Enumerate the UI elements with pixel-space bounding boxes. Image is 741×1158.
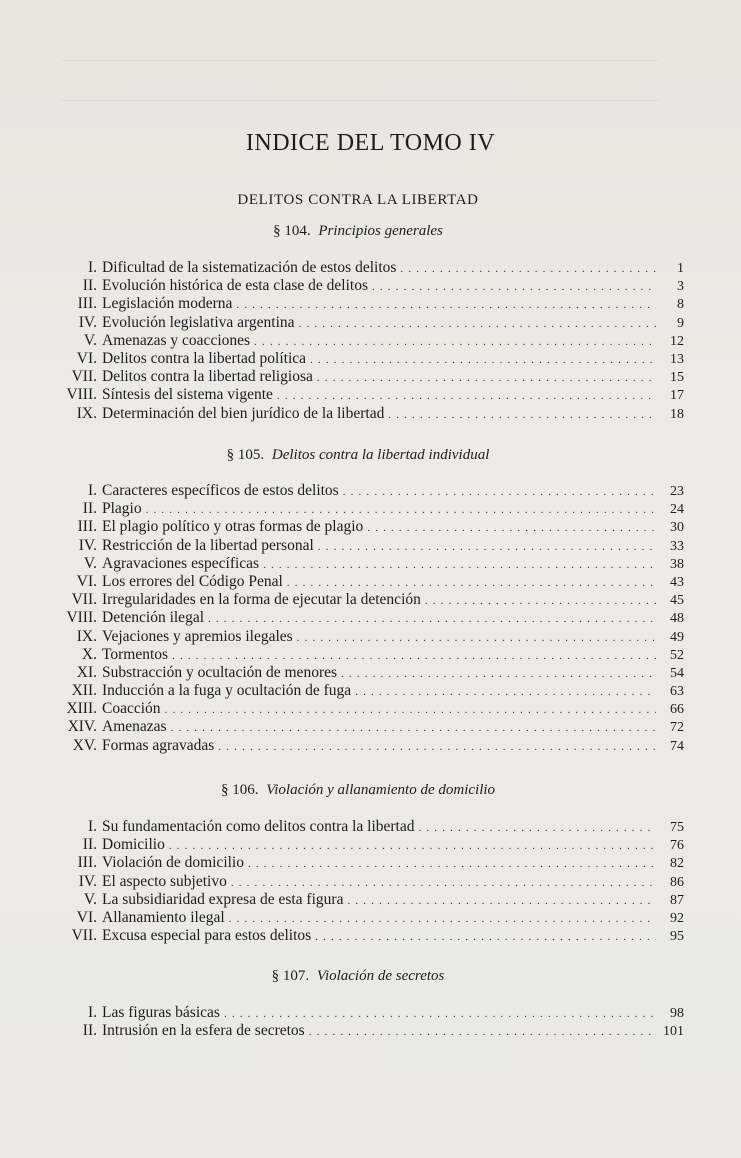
entry-number: V. [83,554,97,572]
entry-page: 95 [670,929,684,945]
entry-number: V. [83,331,97,349]
dot-leader [400,260,656,278]
section-entries [40,818,684,945]
entry-page: 54 [670,665,684,681]
entry-title: Dificultad de la sistematización de estos delitos [102,259,397,276]
index-entry[interactable] [40,646,684,664]
entry-title: Tormentos [102,645,169,663]
entry-title: Los errores del Código Penal [102,572,283,590]
entry-title: Excusa especial para estos delitos [102,927,312,945]
dot-leader [231,874,656,892]
entry-title: Formas agravadas [102,736,215,754]
entry-number: XII. [71,682,97,700]
index-entry[interactable] [40,909,684,927]
entry-number: I. [87,259,97,276]
entry-page: 1 [677,261,684,276]
index-entry[interactable] [40,873,684,891]
dot-leader [341,665,656,683]
index-entry[interactable] [40,405,684,423]
dot-leader [317,369,656,387]
entry-number: XIII. [66,700,97,718]
entry-number: IV. [78,313,97,331]
index-entry[interactable] [40,259,684,277]
entry-page: 8 [677,297,684,313]
entry-title: Irregularidades en la forma de ejecutar la detención [102,591,421,609]
entry-title: Determinación del bien jurídico de la libertad [102,404,385,422]
entry-page: 3 [677,279,684,295]
dot-leader [299,315,656,333]
section-name: Delitos contra la libertad individual [271,447,490,463]
index-entry[interactable] [40,386,684,404]
index-entry[interactable] [40,573,684,591]
dot-leader [236,296,656,314]
entry-title: Vejaciones y apremios ilegales [102,627,293,645]
entry-number: VII. [71,927,97,945]
entry-number: III. [77,295,97,313]
entry-page: 82 [670,856,684,872]
entry-page: 38 [670,556,684,572]
entry-title: Las figuras básicas [102,1004,220,1021]
section-name: Principios generales [318,223,443,239]
entry-title: Evolución legislativa argentina [102,313,295,331]
section-number: § 104. [273,223,311,239]
show-through-line [60,60,660,61]
index-entry[interactable] [40,609,684,627]
entry-page: 23 [670,484,684,499]
entry-number: IV. [78,536,97,554]
dot-leader [172,647,656,665]
page-title: INDICE DEL TOMO IV [245,130,496,156]
entry-title: Substracción y ocultación de menores [102,663,338,681]
dot-leader [254,333,656,351]
index-entry[interactable] [40,350,684,368]
entry-number: VI. [76,349,97,367]
entry-page: 18 [670,406,684,422]
entry-page: 48 [670,611,684,627]
section-heading [0,782,716,799]
dot-leader [388,406,656,424]
entry-title: Agravaciones específicas [102,554,260,572]
entry-number: II. [82,836,97,854]
entry-number: II. [82,1022,97,1040]
entry-number: I. [87,482,97,499]
entry-title: Evolución histórica de esta clase de delitos [102,277,368,295]
dot-leader [347,892,656,910]
index-entry[interactable] [40,664,684,682]
dot-leader [165,701,656,719]
index-entry[interactable] [40,718,684,736]
entry-number: II. [82,500,97,518]
entry-number: VIII. [66,386,97,404]
entry-page: 33 [670,538,684,554]
section-number: § 107. [271,968,310,984]
index-entry[interactable] [40,1004,684,1022]
index-entry[interactable] [40,332,684,350]
section-number: § 105. [226,447,265,463]
entry-page: 43 [670,574,684,590]
entry-title: Delitos contra la libertad religiosa [102,368,313,386]
entry-page: 24 [670,502,684,518]
section-name: Violación y allanamiento de domicilio [266,782,496,798]
entry-title: Su fundamentación como delitos contra la libertad [102,818,415,835]
entry-number: I. [87,818,97,835]
dot-leader [169,837,656,855]
entry-page: 49 [670,629,684,645]
section-heading [0,223,716,240]
index-entry[interactable] [40,737,684,755]
section-number: § 106. [220,782,259,798]
dot-leader [419,819,657,837]
index-entry[interactable] [40,555,684,573]
entry-page: 75 [670,820,684,835]
entry-page: 12 [670,333,684,349]
dot-leader [367,519,656,537]
entry-page: 72 [670,720,684,736]
index-entry[interactable] [40,537,684,555]
dot-leader [315,928,656,946]
entry-number: X. [81,645,97,663]
section-entries [40,1004,684,1040]
dot-leader [277,387,656,405]
entry-title: Detención ilegal [102,609,204,627]
entry-number: XV. [72,736,97,754]
index-entry[interactable] [40,818,684,836]
entry-page: 101 [663,1024,684,1040]
dot-leader [297,629,656,647]
dot-leader [310,351,656,369]
index-entry[interactable] [40,591,684,609]
entry-title: Violación de domicilio [102,854,244,872]
entry-title: Inducción a la fuga y ocultación de fuga [102,682,352,700]
entry-number: XI. [76,663,97,681]
entry-page: 76 [670,838,684,854]
dot-leader [355,683,656,701]
entry-page: 9 [677,315,684,331]
entry-number: VII. [71,591,97,609]
entry-title: Delitos contra la libertad política [102,349,307,367]
dot-leader [287,574,656,592]
entry-number: III. [77,518,97,536]
entry-page: 92 [670,910,684,926]
entry-page: 15 [670,370,684,386]
page-subtitle: DELITOS CONTRA LA LIBERTAD [237,192,479,208]
index-entry[interactable] [40,295,684,313]
entry-title: El plagio político y otras formas de plagio [102,518,364,536]
index-entry[interactable] [40,500,684,518]
index-entry[interactable] [40,314,684,332]
entry-title: Amenazas y coacciones [102,331,251,349]
section-name: Violación de secretos [316,968,445,984]
entry-page: 52 [670,647,684,663]
entry-page: 74 [670,738,684,754]
entry-number: XIV. [67,718,97,736]
entry-page: 86 [670,874,684,890]
index-entry[interactable] [40,682,684,700]
dot-leader [218,738,656,756]
entry-number: VII. [71,368,97,386]
entry-page: 87 [670,892,684,908]
entry-title: Síntesis del sistema vigente [102,386,273,404]
entry-title: Domicilio [102,836,165,854]
entry-number: IX. [76,404,97,422]
index-entry[interactable] [40,854,684,872]
show-through-line [60,100,660,101]
entry-title: Intrusión en la esfera de secretos [102,1022,305,1040]
entry-title: Allanamiento ilegal [102,908,225,926]
entry-title: Amenazas [102,718,167,736]
entry-number: VI. [76,908,97,926]
dot-leader [248,855,656,873]
entry-number: VIII. [66,609,97,627]
entry-number: IX. [76,627,97,645]
entry-page: 66 [670,702,684,718]
entry-page: 98 [670,1006,684,1021]
entry-title: Plagio [102,500,142,518]
entry-page: 63 [670,684,684,700]
dot-leader [309,1023,656,1041]
dot-leader [425,592,656,610]
index-entry[interactable] [40,277,684,295]
section-heading [0,447,716,464]
index-entry[interactable] [40,518,684,536]
index-entry[interactable] [40,927,684,945]
dot-leader [372,278,656,296]
entry-title: Caracteres específicos de estos delitos [102,482,339,499]
entry-title: Coacción [102,700,161,718]
entry-title: El aspecto subjetivo [102,872,227,890]
index-entry[interactable] [40,700,684,718]
dot-leader [208,610,656,628]
index-entry[interactable] [40,368,684,386]
dot-leader [343,483,656,501]
entry-number: V. [83,890,97,908]
entry-page: 30 [670,520,684,536]
index-entry[interactable] [40,836,684,854]
dot-leader [263,556,656,574]
entry-page: 45 [670,593,684,609]
entry-page: 17 [670,388,684,404]
entry-title: La subsidiaridad expresa de esta figura [102,890,344,908]
index-entry[interactable] [40,628,684,646]
entry-number: VI. [76,572,97,590]
entry-number: III. [77,854,97,872]
section-heading [0,968,716,985]
dot-leader [224,1005,656,1023]
index-entry[interactable] [40,482,684,500]
dot-leader [171,719,656,737]
entry-number: IV. [78,872,97,890]
entry-title: Restricción de la libertad personal [102,536,314,554]
entry-title: Legislación moderna [102,295,233,313]
entry-number: II. [82,277,97,295]
section-entries [40,259,684,423]
index-entry[interactable] [40,1022,684,1040]
entry-page: 13 [670,351,684,367]
index-entry[interactable] [40,891,684,909]
entry-number: I. [87,1004,97,1021]
section-entries [40,482,684,755]
dot-leader [318,538,656,556]
dot-leader [229,910,656,928]
dot-leader [146,501,656,519]
